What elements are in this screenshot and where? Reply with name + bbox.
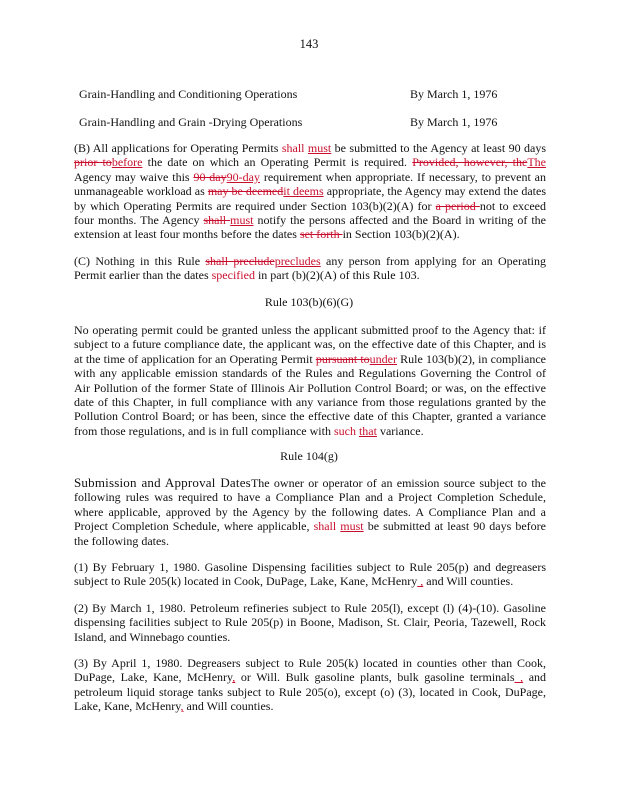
deleted-text: shall: [313, 519, 337, 534]
schedule-operation: Grain-Handling and Conditioning Operations: [79, 87, 298, 101]
text: any person from applying for an Operating Permit earlier than the dates: [74, 254, 546, 283]
list-item: [74, 656, 546, 714]
deleted-text: such: [333, 423, 356, 438]
text: not to exceed four months. The Agency: [74, 198, 546, 228]
text: Rule 103(b)(2), in compliance with any applicable emission standards of the Rules and Regulations Governing the Control of Air Pollution of the former State of Illinois Air Pollution Control Board; or was, on the effective date of this Chapter, in full compliance with any variance from those regulations granted by the Pollution Control Board; or has been, since the effective date of this Chapter, granted a variance from those regulations, and is in full compliance with: [74, 351, 546, 438]
text: in Section 103(b)(2)(A).: [342, 227, 460, 242]
text: appropriate, the Agency may extend the dates by which Operating Permits are required under Section 103(b)(2)(A) for: [74, 184, 546, 213]
section-heading: Submission and Approval Dates: [74, 475, 251, 490]
deleted-text: Provided, however, the: [412, 155, 528, 170]
changed-text: specified: [211, 268, 255, 283]
text: and petroleum liquid storage tanks subject to Rule 205(o), except (o) (3), located in Cook, DuPage, Lake, Kane, McHenry: [74, 670, 547, 714]
paragraph-104: [74, 476, 546, 548]
inserted-text: precludes: [274, 254, 321, 268]
inserted-text: that: [358, 423, 377, 438]
deleted-text: prior to: [74, 155, 112, 170]
list-item: [74, 601, 546, 644]
text: Agency may waive this: [74, 169, 194, 184]
deleted-text: a period: [435, 198, 480, 213]
inserted-text: ,: [180, 699, 184, 714]
text: or Will. Bulk gasoline plants, bulk gasoline terminals: [235, 670, 515, 685]
text: the date on which an Operating Permit is required.: [142, 155, 413, 170]
schedule-date: By March 1, 1976: [410, 87, 498, 101]
deleted-text: may be deemed: [207, 184, 284, 199]
rule-heading: Rule 104(g): [280, 449, 338, 463]
deleted-text: set forth: [299, 227, 343, 242]
inserted-text: ,: [417, 574, 424, 589]
text: (C) Nothing in this Rule: [74, 254, 206, 268]
paragraph-b: [74, 141, 546, 242]
text: (B) All applications for Operating Permits: [74, 141, 282, 155]
text: (2) By March 1, 1980. Petroleum refineries subject to Rule 205(l), except (l) (4)-(10). Gasoline dispensing facilities subject to Rule 205(p) in Boone, Madison, St. Clair, Peoria, Tazewell, Rock Island, and Winnebago counties.: [74, 601, 546, 644]
text: (3) By April 1, 1980. Degreasers subject to Rule 205(k) located in counties other than Cook, DuPage, Lake, Kane, McHenry: [74, 656, 546, 685]
inserted-text: ,: [232, 670, 236, 685]
text: notify the persons affected and the Board in writing of the extension at least four months before the dates: [74, 213, 546, 242]
schedule-date: By March 1, 1976: [410, 115, 498, 129]
text: requirement when appropriate. If necessary, to prevent an unmanageable workload as: [74, 169, 547, 199]
schedule-operation: Grain-Handling and Grain -Drying Operations: [79, 115, 303, 129]
text: be submitted to the Agency at least 90 days: [331, 141, 546, 155]
inserted-text: must: [307, 141, 332, 155]
text: (1) By February 1, 1980. Gasoline Dispensing facilities subject to Rule 205(p) and degreasers subject to Rule 205(k) located in Cook, DuPage, Lake, Kane, McHenry: [74, 560, 546, 589]
list-item: [74, 560, 546, 589]
inserted-text: The: [527, 155, 546, 170]
schedule-row: [79, 115, 549, 130]
paragraph-g: [74, 323, 546, 438]
text: variance.: [376, 423, 424, 438]
deleted-text: 90 day: [193, 169, 227, 184]
deleted-text: shall preclude: [205, 254, 275, 268]
text: in part (b)(2)(A) of this Rule 103.: [254, 268, 420, 283]
inserted-text: before: [111, 155, 143, 170]
text: The owner or operator of an emission source subject to the following rules was required to have a Compliance Plan and a Project Completion Schedule, where applicable, approved by the Agency by the following dates. A Compliance Plan and a Project Completion Schedule, where applicable,: [74, 476, 546, 534]
inserted-text: ,: [514, 670, 524, 685]
text: be submitted at least 90 days before the following dates.: [74, 519, 547, 548]
inserted-text: must: [230, 213, 254, 228]
text: No operating permit could be granted unless the applicant submitted proof to the Agency that: if subject to a future compliance date, the applicant was, on the effective date of this Chapter, and is at the time of application for an Operating Permit: [74, 323, 546, 366]
paragraph-c: [74, 254, 546, 283]
deleted-text: shall: [281, 141, 305, 155]
text: and Will counties.: [183, 699, 274, 714]
inserted-text: must: [340, 519, 364, 534]
inserted-text: 90-day: [226, 169, 260, 184]
inserted-text: it deems: [283, 184, 324, 199]
schedule-row: [79, 87, 549, 102]
inserted-text: under: [369, 351, 397, 366]
deleted-text: pursuant to: [315, 351, 370, 366]
page-number: 143: [299, 37, 319, 51]
text: and Will counties.: [423, 574, 514, 589]
deleted-text: shall: [203, 213, 231, 228]
rule-heading: Rule 103(b)(6)(G): [264, 295, 354, 309]
